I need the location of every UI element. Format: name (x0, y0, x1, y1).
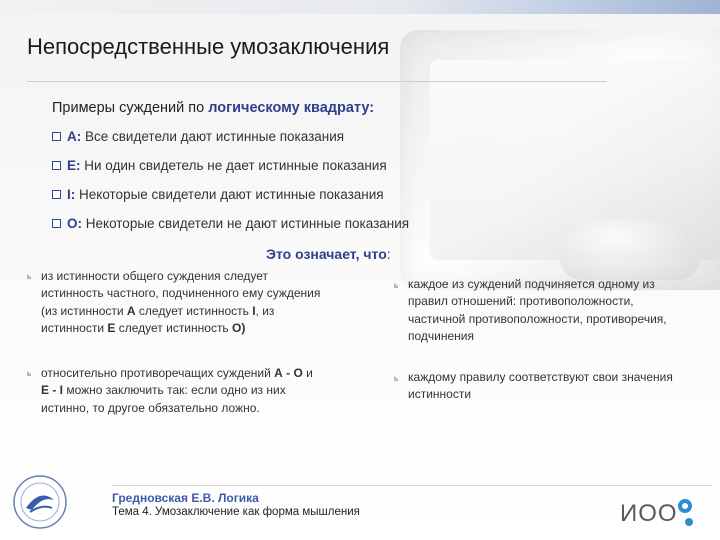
example-text: Все свидетели дают истинные показания (81, 129, 345, 144)
bold-run: О) (232, 320, 246, 335)
bold-run: А - О (274, 366, 303, 380)
left-point-2 (41, 365, 321, 417)
example-a (52, 129, 344, 144)
example-text: Некоторые свидетели не дают истинные показания (82, 216, 410, 231)
example-letter: А: (67, 129, 82, 144)
top-gradient-bar (0, 0, 720, 14)
footer-author: Гредновская Е.В. Логика (112, 491, 259, 505)
logo-text: ИОО (620, 500, 678, 527)
bullet-marker-icon: ь (27, 369, 32, 378)
checkbox-bullet-icon (52, 132, 61, 141)
slide-title: Непосредственные умозаключения (27, 34, 390, 59)
example-e (52, 158, 387, 173)
example-text: Некоторые свидетели дают истинные показания (75, 187, 384, 202)
right-point-1: каждое из суждений подчиняется одному из правил отношений: противоположности, частичной противоположности, противоречия, подчинения (408, 277, 667, 343)
bold-run: I (252, 303, 256, 318)
examples-intro (52, 100, 374, 116)
conclusion-heading-text: Это означает, что (266, 246, 387, 262)
checkbox-bullet-icon (52, 219, 61, 228)
intro-suffix: : (369, 100, 375, 116)
checkbox-bullet-icon (52, 190, 61, 199)
bullet-marker-icon: ь (394, 281, 399, 290)
intro-highlight: логическому квадрату (208, 100, 370, 116)
checkbox-bullet-icon (52, 161, 61, 170)
bold-run: А (126, 303, 136, 318)
bullet-marker-icon: ь (27, 272, 32, 281)
mouse-illustration (560, 220, 700, 280)
footer-divider (112, 485, 712, 486)
example-letter: Е: (67, 158, 81, 173)
footer-topic: Тема 4. Умозаключение как форма мышления (112, 506, 360, 518)
bullet-marker-icon: ь (394, 374, 399, 383)
example-letter: О: (67, 216, 82, 231)
conclusion-heading-colon: : (386, 246, 391, 262)
text-run: из истинности общего суждения следует истинность частного, подчиненного ему суждения (из истинности (41, 269, 321, 318)
text-run: , из истинности (41, 303, 275, 335)
bold-run: Е - I (41, 383, 64, 398)
left-point-1 (41, 268, 321, 337)
text-run: относительно противоречащих суждений (41, 366, 275, 380)
right-point-2: каждому правилу соответствуют свои значения истинности (408, 370, 673, 402)
example-text: Ни один свидетель не дает истинные показания (80, 158, 387, 173)
text-run: следует истинность (135, 303, 253, 318)
text-run: и (302, 366, 313, 380)
bold-run: Е (107, 320, 116, 335)
text-run: можно заключить так: если одно из них истинно, то другое обязательно ложно. (41, 383, 286, 415)
example-letter: I: (67, 187, 76, 202)
title-divider (27, 81, 607, 82)
iodo-logo (618, 495, 696, 529)
example-i (52, 187, 384, 202)
conclusion-heading (266, 246, 391, 262)
text-run: следует истинность (115, 320, 233, 335)
university-seal-icon (12, 474, 68, 530)
example-o (52, 216, 409, 231)
intro-prefix: Примеры суждений по (52, 100, 209, 116)
